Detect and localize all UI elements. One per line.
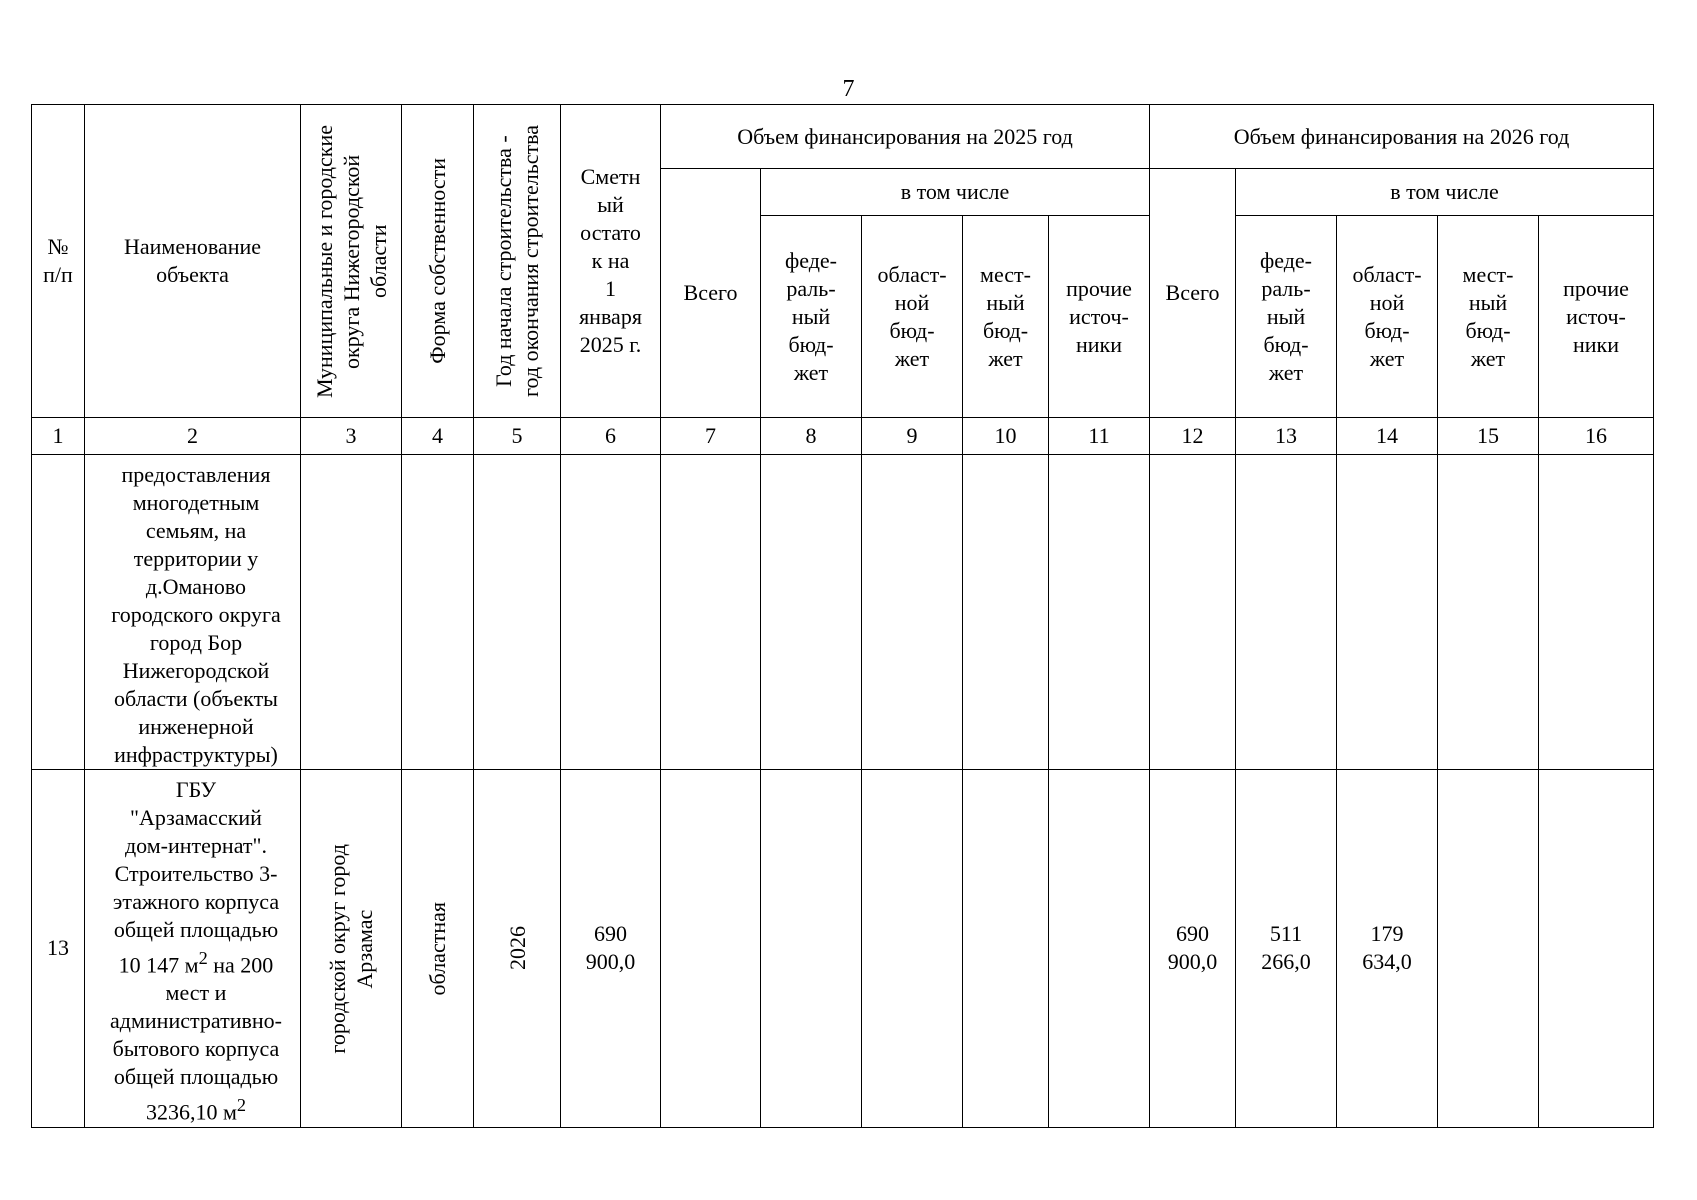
column-number: 15: [1438, 418, 1539, 455]
row-other-2026: [1539, 455, 1654, 770]
column-number: 3: [301, 418, 402, 455]
column-number: 6: [561, 418, 661, 455]
header-federal-2025: феде- раль- ный бюд- жет: [761, 216, 862, 418]
row-total-2026: [1150, 455, 1236, 770]
row-municipal: городской округ город Арзамас: [301, 770, 402, 1128]
row-num: 13: [32, 770, 85, 1128]
row-local-2026: [1438, 770, 1539, 1128]
column-number: 12: [1150, 418, 1236, 455]
row-federal-2025: [761, 770, 862, 1128]
header-num: № п/п: [32, 105, 85, 418]
header-regional-2026: област- ной бюд- жет: [1337, 216, 1438, 418]
header-including-2026: в том числе: [1236, 169, 1654, 216]
page-number: 7: [842, 76, 855, 102]
column-number: 11: [1049, 418, 1150, 455]
header-total-2025: Всего: [661, 169, 761, 418]
column-number: 9: [862, 418, 963, 455]
table-row: [32, 455, 1654, 770]
row-total-2025: [661, 455, 761, 770]
column-number: 5: [474, 418, 561, 455]
row-years: 2026: [474, 770, 561, 1128]
column-number: 16: [1539, 418, 1654, 455]
row-local-2025: [963, 770, 1049, 1128]
column-number: 8: [761, 418, 862, 455]
row-num: [32, 455, 85, 770]
row-remainder: 690 900,0: [561, 770, 661, 1128]
header-regional-2025: област- ной бюд- жет: [862, 216, 963, 418]
row-regional-2025: [862, 455, 963, 770]
row-other-2026: [1539, 770, 1654, 1128]
header-federal-2026: феде- раль- ный бюд- жет: [1236, 216, 1337, 418]
row-ownership: областная: [402, 770, 474, 1128]
row-total-2025: [661, 770, 761, 1128]
header-ownership: Форма собственности: [402, 105, 474, 418]
row-name: предоставления многодетным семьям, на территории у д.Оманово городского округа город Бор Нижегородской области (объекты инженерной инфраструктуры): [85, 455, 301, 770]
row-regional-2026: [1337, 455, 1438, 770]
row-name: ГБУ "Арзамасский дом-интернат". Строительство 3- этажного корпуса общей площадью 10 147 $м^2$ на 200 мест и административно- бытового корпуса общей площадью 3236,10 $м^2$: [85, 770, 301, 1128]
row-federal-2025: [761, 455, 862, 770]
row-municipal: [301, 455, 402, 770]
header-local-2025: мест- ный бюд- жет: [963, 216, 1049, 418]
column-number: 13: [1236, 418, 1337, 455]
row-federal-2026: [1236, 455, 1337, 770]
column-number: 14: [1337, 418, 1438, 455]
column-number: 1: [32, 418, 85, 455]
financing-table: [31, 104, 1654, 1128]
header-other-2025: прочие источ- ники: [1049, 216, 1150, 418]
header-municipal: Муниципальные и городские округа Нижегородской области: [301, 105, 402, 418]
header-group-2025: Объем финансирования на 2025 год: [661, 105, 1150, 169]
header-local-2026: мест- ный бюд- жет: [1438, 216, 1539, 418]
column-number: 7: [661, 418, 761, 455]
row-regional-2025: [862, 770, 963, 1128]
row-regional-2026: 179 634,0: [1337, 770, 1438, 1128]
header-name: Наименование объекта: [85, 105, 301, 418]
header-remainder: Сметн ый остато к на 1 января 2025 г.: [561, 105, 661, 418]
row-local-2026: [1438, 455, 1539, 770]
row-ownership: [402, 455, 474, 770]
header-years: Год начала строительства - год окончания строительства: [474, 105, 561, 418]
header-group-2026: Объем финансирования на 2026 год: [1150, 105, 1654, 169]
table-row: [32, 770, 1654, 1128]
row-other-2025: [1049, 455, 1150, 770]
row-local-2025: [963, 455, 1049, 770]
header-including-2025: в том числе: [761, 169, 1150, 216]
column-number: 10: [963, 418, 1049, 455]
row-years: [474, 455, 561, 770]
header-total-2026: Всего: [1150, 169, 1236, 418]
row-remainder: [561, 455, 661, 770]
header-other-2026: прочие источ- ники: [1539, 216, 1654, 418]
row-other-2025: [1049, 770, 1150, 1128]
column-number: 4: [402, 418, 474, 455]
column-number: 2: [85, 418, 301, 455]
row-total-2026: 690 900,0: [1150, 770, 1236, 1128]
row-federal-2026: 511 266,0: [1236, 770, 1337, 1128]
